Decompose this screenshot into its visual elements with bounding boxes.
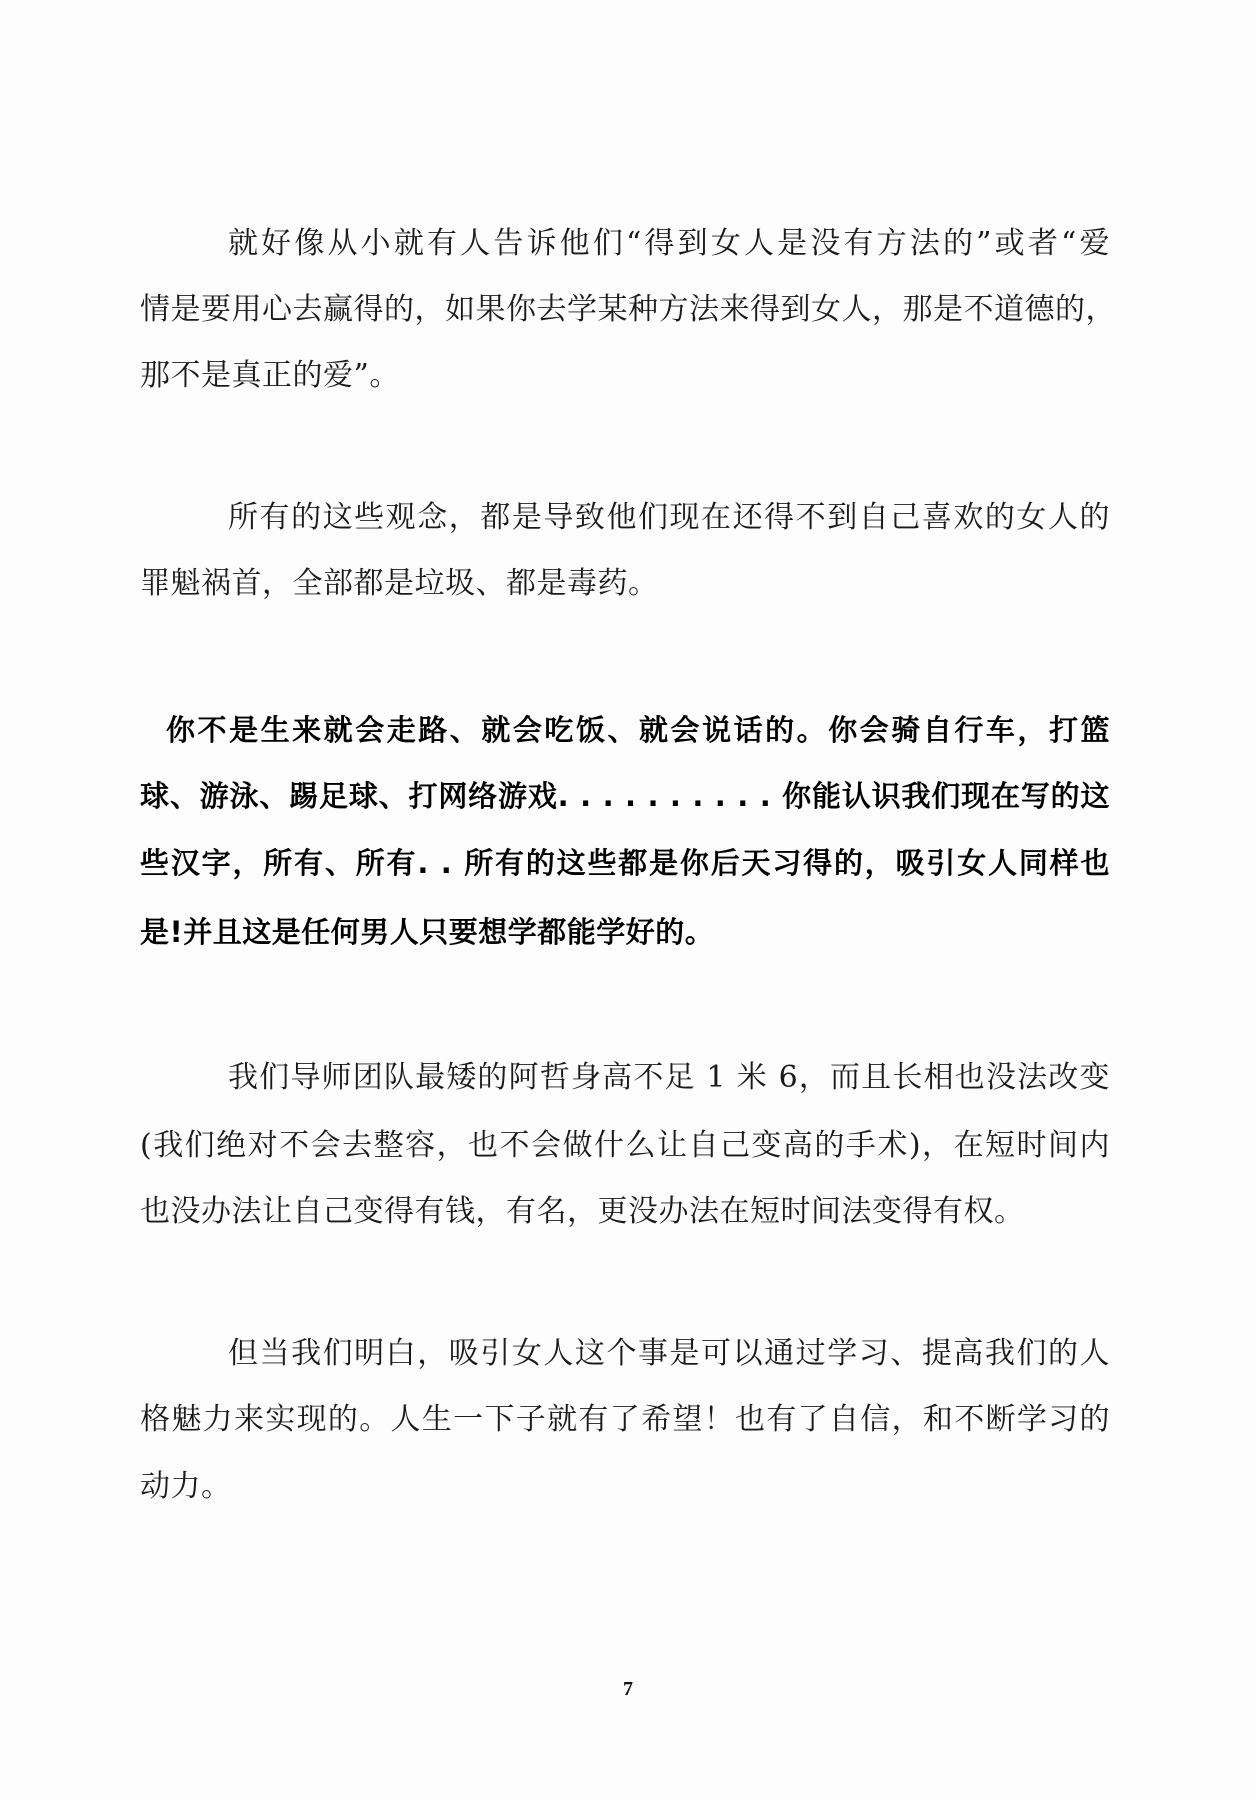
paragraph-3-line-2: 球、游泳、踢足球、打网络游戏. . . . . . . . . . 你能认识我们现在写的这 [140, 779, 1110, 813]
paragraph-1-line-2: 情是要用心去赢得的，如果你去学某种方法来得到女人，那是不道德的， [140, 292, 1116, 327]
paragraph-2-line-1: 所有的这些观念，都是导致他们现在还得不到自己喜欢的女人的 [228, 500, 1110, 535]
paragraph-1-line-1: 就好像从小就有人告诉他们“得到女人是没有方法的”或者“爱 [228, 226, 1110, 261]
paragraph-3-line-4: 是!并且这是任何男人只要想学都能学好的。 [140, 915, 715, 949]
paragraph-1-line-3: 那不是真正的爱”。 [140, 358, 400, 393]
paragraph-3-line-3: 些汉字，所有、所有. . 所有的这些都是你后天习得的，吸引女人同样也 [140, 846, 1110, 880]
paragraph-5-line-1: 但当我们明白，吸引女人这个事是可以通过学习、提高我们的人 [228, 1336, 1110, 1371]
page-number: 7 [623, 1678, 633, 1700]
paragraph-4-line-2: (我们绝对不会去整容，也不会做什么让自己变高的手术)，在短时间内 [140, 1128, 1110, 1163]
paragraph-5-line-2: 格魅力来实现的。人生一下子就有了希望！也有了自信，和不断学习的 [140, 1402, 1110, 1437]
paragraph-4-line-3: 也没办法让自己变得有钱，有名，更没办法在短时间法变得有权。 [140, 1194, 1025, 1229]
paragraph-4-line-1: 我们导师团队最矮的阿哲身高不足 1 米 6，而且长相也没法改变 [228, 1060, 1110, 1095]
paragraph-2-line-2: 罪魁祸首，全部都是垃圾、都是毒药。 [140, 566, 659, 601]
paragraph-5-line-3: 动力。 [140, 1469, 232, 1504]
paragraph-3-line-1: 你不是生来就会走路、就会吃饭、就会说话的。你会骑自行车，打篮 [166, 713, 1110, 747]
